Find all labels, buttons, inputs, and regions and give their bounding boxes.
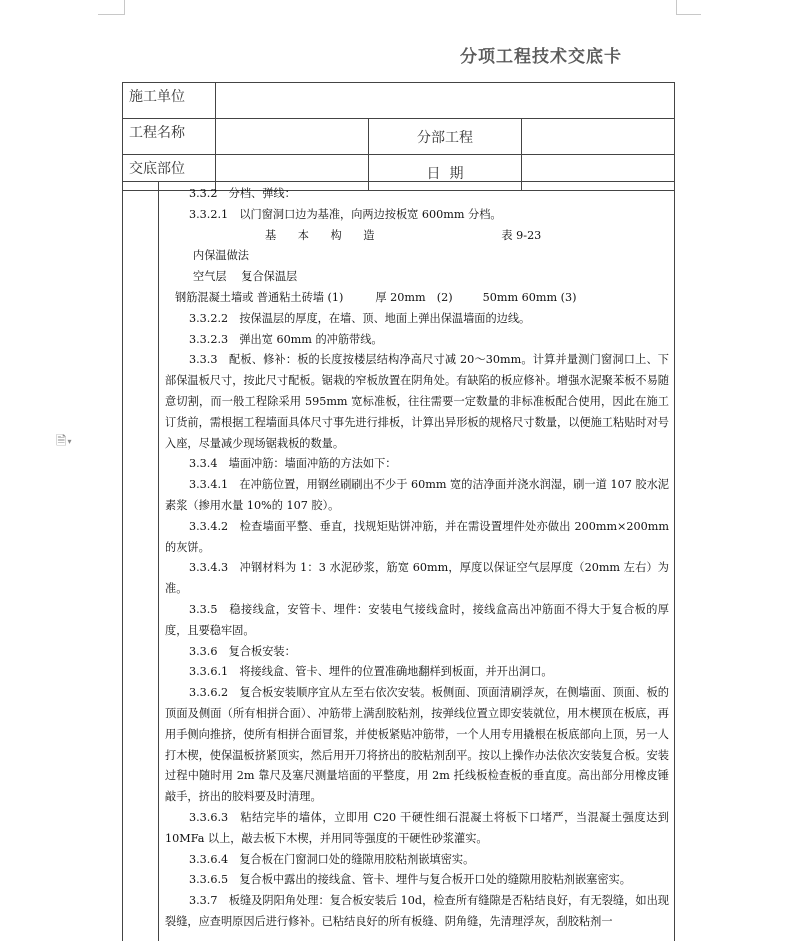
table-row-3-c: 50mm 60mm (3) [482,290,577,304]
para-3-3-4-2: 3.3.4.2 检查墙面平整、垂直，找规矩贴饼冲筋，并在需设置埋件处亦做出 200mm×200mm 的灰饼。 [165,519,669,554]
chevron-down-icon: ▾ [67,437,72,446]
table-row-3-a: 钢筋混凝土墙或 普通粘土砖墙 (1) [175,290,344,304]
para-3-3-6-3: 3.3.6.3 粘结完毕的墙体，立即用 C20 干硬性细石混凝土将板下口堵严，当混凝土强度达到 10MFa 以上，敲去板下木楔，并用同等强度的干硬性砂浆灌实。 [165,810,669,845]
table-title-line [165,226,669,247]
project-value [216,119,369,155]
content-box [122,181,675,941]
para-3-3-2-1: 3.3.2.1 以门窗洞口边为基准，向两边按板宽 600mm 分档。 [189,207,502,221]
date-label: 日 期 [369,155,522,191]
para-3-3-7: 3.3.7 板缝及阴阳角处理：复合板安装后 10d，检查所有缝隙是否粘结良好，有无裂缝，如出现裂缝，应查明原因后进行修补。已粘结良好的所有板缝、阴角缝，先清理浮灰，刮胶粘剂一 [165,894,669,928]
table-row-1: 内保温做法 [193,249,249,263]
table-row-3-b: 厚 20mm (2) [375,290,453,304]
para-3-3-6-5: 3.3.6.5 复合板中露出的接线盒、管卡、埋件与复合板开口处的缝隙用胶粘剂嵌塞密实。 [189,873,631,887]
subproject-label: 分部工程 [369,119,522,155]
para-3-3-4-1: 3.3.4.1 在冲筋位置，用钢丝刷刷出不少于 60mm 宽的洁净面并浇水润湿，刷一道 107 胶水泥素浆（掺用水量 10%的 107 胶）。 [165,478,669,512]
para-3-3-6-2: 3.3.6.2 复合板安装顺序宜从左至右依次安装。板侧面、顶面清刷浮灰，在侧墙面、顶面、板的顶面及侧面（所有相拼合面）、冲筋带上满刮胶粘剂，按弹线位置立即安装就位，用木楔顶在板底，再用手侧向推挤，使所有相拼合面冒浆，并使板紧贴冲筋带，一个人用专用撬根在板底部向上顶，另一人打木楔，使保温板挤紧顶实，然后用开刀将挤出的胶粘剂刮平。按以上操作办法依次安装复合板。安装过程中随时用 2m 靠尺及塞尺测量培面的平整度，用 2m 托线板检查板的垂直度。高出部分用橡皮锤敲手，挤出的胶料要及时清理。 [165,686,669,804]
para-3-3-2: 3.3.2 分档、弹线： [189,187,296,200]
inner-border-line [158,182,159,941]
content-text [165,184,669,933]
header-row-project [123,119,675,155]
para-3-3-4-3: 3.3.4.3 冲钢材料为 1：3 水泥砂浆，筋宽 60mm，厚度以保证空气层厚度（20mm 左右）为准。 [165,561,669,596]
document-icon[interactable]: 🗎▾ [56,434,72,449]
header-row-unit [123,83,675,119]
crop-mark-top-left [98,0,125,15]
header-table [122,82,675,191]
crop-mark-top-right [676,0,701,15]
para-3-3-6-4: 3.3.6.4 复合板在门窗洞口处的缝隙用胶粘剂嵌填密实。 [189,852,475,866]
para-3-3-5: 3.3.5 稳接线盒，安管卡、埋件：安装电气接线盒时，接线盒高出冲筋面不得大于复合板的厚度，且要稳牢固。 [165,602,669,637]
subproject-value [522,119,675,155]
table-number: 表 9-23 [501,228,542,242]
table-row-2: 空气层 复合保温层 [193,270,298,284]
para-3-3-2-3: 3.3.2.3 弹出宽 60mm 的冲筋带线。 [189,332,383,346]
table-title: 基 本 构 造 [265,228,384,242]
project-label: 工程名称 [123,119,216,155]
para-3-3-2-2: 3.3.2.2 按保温层的厚度，在墙、顶、地面上弹出保温墙面的边线。 [189,311,531,325]
para-3-3-6: 3.3.6 复合板安装： [189,644,296,658]
para-3-3-3: 3.3.3 配板、修补：板的长度按楼层结构净高尺寸减 20～30mm。计算并量测门窗洞口上、下部保温板尺寸，按此尺寸配板。锯栽的窄板放置在阴角处。有缺陷的板应修补。增强水泥聚苯板不易随意切割，而一般工程除采用 595mm 宽标准板，往往需要一定数量的非标准板配合使用，因此在施工订货前，需根据工程墙面具体尺寸事先进行排板，计算出异形板的规格尺寸数量，以便施工粘贴时对号入座，尽量减少现场锯栽板的数量。 [165,353,669,450]
table-row-3 [165,288,669,309]
unit-value [216,83,675,119]
location-label: 交底部位 [123,155,216,191]
para-3-3-6-1: 3.3.6.1 将接线盒、管卡、埋件的位置准确地翻样到板面，并开出洞口。 [189,665,553,679]
para-3-3-4: 3.3.4 墙面冲筋：墙面冲筋的方法如下： [189,457,397,471]
unit-label: 施工单位 [123,83,216,119]
document-title: 分项工程技术交底卡 [460,47,622,67]
